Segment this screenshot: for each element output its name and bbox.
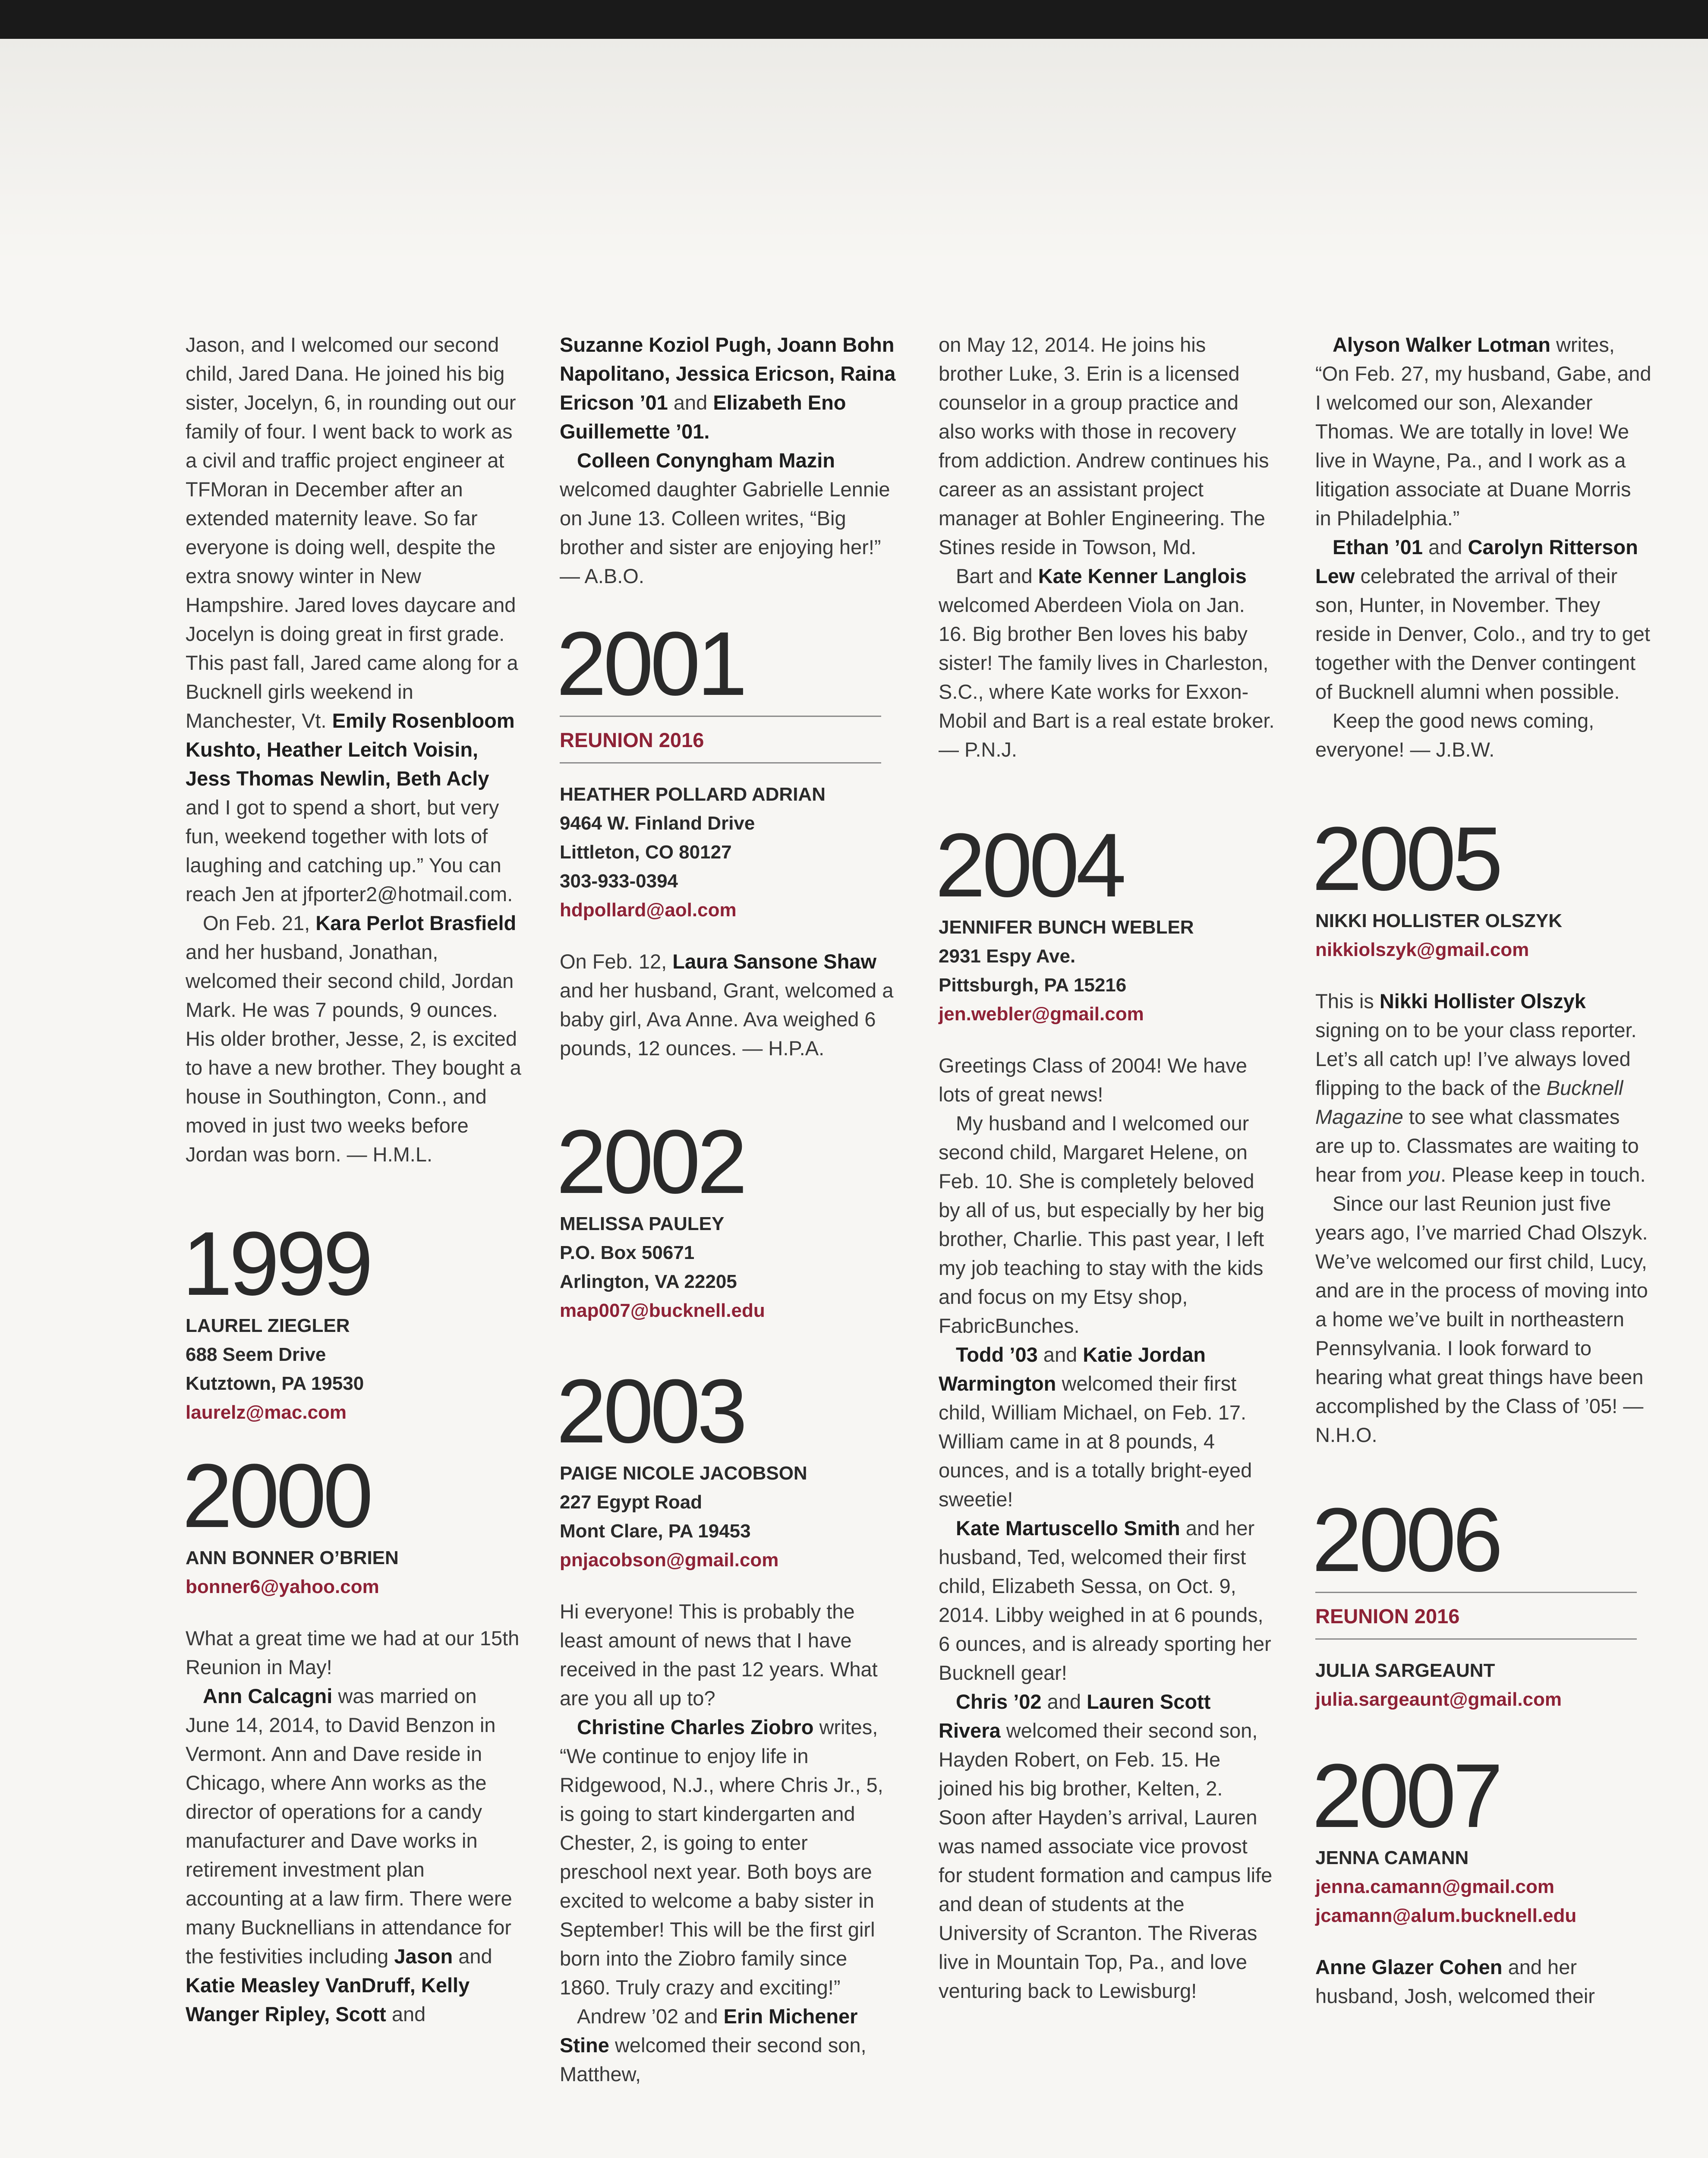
- paragraph: Greetings Class of 2004! We have lots of great news!: [939, 1054, 1247, 1106]
- reporter-name: NIKKI HOLLISTER OLSZYK: [1315, 910, 1562, 931]
- address-line: 227 Egypt Road: [560, 1492, 703, 1513]
- email-link[interactable]: julia.sargeaunt@gmail.com: [1315, 1689, 1562, 1710]
- address-line: Kutztown, PA 19530: [186, 1373, 364, 1394]
- address-line: Mont Clare, PA 19453: [560, 1521, 751, 1542]
- paragraph: On Feb. 12, Laura Sansone Shaw and her husband, Grant, welcomed a baby girl, Ava Anne. Ava weighed 6 pounds, 12 ounces. — H.P.A.: [560, 950, 894, 1060]
- magazine-page: [0, 39, 1708, 2158]
- reporter-name: LAUREL ZIEGLER: [186, 1315, 350, 1336]
- paragraph: Christine Charles Ziobro writes, “We continue to enjoy life in Ridgewood, N.J., where Chris Jr., 5, is going to start kindergarten and Chester, 2, is going to enter preschool next year. Both boys are excited to welcome a baby sister in September! This will be the first girl born into the Ziobro family since 1860. Truly crazy and exciting!”: [560, 1716, 883, 1999]
- reporter-name: JULIA SARGEAUNT: [1315, 1660, 1495, 1681]
- column-2: [556, 330, 896, 2089]
- paragraph: Suzanne Koziol Pugh, Joann Bohn Napolitano, Jessica Ericson, Raina Ericson ’01 and Elizabeth Eno Guillemette ’01.: [560, 333, 896, 443]
- class-reporter-contact: [1315, 906, 1652, 964]
- class-year-heading: 2007: [1312, 1745, 1500, 1846]
- paragraph: Ethan ’01 and Carolyn Ritterson Lew celebrated the arrival of their son, Hunter, in November. They reside in Denver, Colo., and try to get together with the Denver contingent of Bucknell alumni when possible.: [1315, 536, 1650, 703]
- address-line: 9464 W. Finland Drive: [560, 813, 755, 834]
- class-reporter-contact: [560, 780, 896, 924]
- class-year-heading: 2002: [556, 1111, 744, 1212]
- email-link[interactable]: jcamann@alum.bucknell.edu: [1315, 1905, 1577, 1926]
- class-reporter-contact: [186, 1543, 522, 1601]
- phone-number: 303-933-0394: [560, 871, 678, 892]
- class-year-heading: 2004: [935, 814, 1123, 916]
- paragraph: Keep the good news coming, everyone! — J.B.W.: [1315, 709, 1595, 761]
- address-line: P.O. Box 50671: [560, 1242, 695, 1263]
- paragraph: What a great time we had at our 15th Reunion in May!: [186, 1627, 520, 1678]
- paragraph: Jason, and I welcomed our second child, Jared Dana. He joined his big sister, Jocelyn, 6, in rounding out our family of four. I went back to work as a civil and traffic project engineer at TFMoran in December after an extended maternity leave. So far everyone is doing well, despite the extra snowy winter in New Hampshire. Jared loves daycare and Jocelyn is doing great in first grade. This past fall, Jared came along for a Bucknell girls weekend in Manchester, Vt. Emily Rosenbloom Kushto, Heather Leitch Voisin, Jess Thomas Newlin, Beth Acly and I got to spend a short, but very fun, weekend together with lots of laughing and catching up.” You can reach Jen at jfporter2@hotmail.com.: [186, 333, 518, 905]
- reunion-banner: REUNION 2016: [560, 716, 881, 764]
- paragraph: on May 12, 2014. He joins his brother Luke, 3. Erin is a licensed counselor in a group practice and also works with those in recovery from addiction. Andrew continues his career as an assistant project manager at Bohler Engineering. The Stines reside in Towson, Md.: [939, 333, 1269, 558]
- paragraph: Todd ’03 and Katie Jordan Warmington welcomed their first child, William Michael, on Feb. 17. William came in at 8 pounds, 4 ounces, and is a totally bright-eyed sweetie!: [939, 1343, 1252, 1511]
- paragraph: This is Nikki Hollister Olszyk signing on to be your class reporter. Let’s all catch up! I’ve always loved flipping to the back of the Bucknell Magazine to see what classmates are up to. Classmates are waiting to hear from you. Please keep in touch.: [1315, 990, 1646, 1186]
- email-link[interactable]: bonner6@yahoo.com: [186, 1576, 379, 1597]
- reporter-name: MELISSA PAULEY: [560, 1213, 725, 1234]
- paragraph: On Feb. 21, Kara Perlot Brasfield and her husband, Jonathan, welcomed their second child, Jordan Mark. He was 7 pounds, 9 ounces. His older brother, Jesse, 2, is excited to have a new brother. They bought a house in Southington, Conn., and moved in just two weeks before Jordan was born. — H.M.L.: [186, 912, 521, 1166]
- class-year-heading: 2005: [1312, 808, 1500, 909]
- reporter-name: HEATHER POLLARD ADRIAN: [560, 784, 826, 805]
- paragraph: Bart and Kate Kenner Langlois welcomed Aberdeen Viola on Jan. 16. Big brother Ben loves his baby sister! The family lives in Charleston, S.C., where Kate works for ExxonMobil and Bart is a real estate broker. — P.N.J.: [939, 565, 1275, 761]
- email-link[interactable]: pnjacobson@gmail.com: [560, 1549, 779, 1571]
- reporter-name: JENNA CAMANN: [1315, 1847, 1469, 1868]
- email-link[interactable]: nikkiolszyk@gmail.com: [1315, 939, 1529, 960]
- paragraph: Hi everyone! This is probably the least amount of news that I have received in the past 12 years. What are you all up to?: [560, 1600, 878, 1710]
- paragraph: Alyson Walker Lotman writes, “On Feb. 27, my husband, Gabe, and I welcomed our son, Alexander Thomas. We are totally in love! We live in Wayne, Pa., and I work as a litigation associate at Duane Morris in Philadelphia.”: [1315, 333, 1651, 530]
- email-link[interactable]: hdpollard@aol.com: [560, 899, 737, 921]
- email-link[interactable]: jenna.camann@gmail.com: [1315, 1876, 1554, 1897]
- address-line: 2931 Espy Ave.: [939, 946, 1076, 967]
- email-link[interactable]: jen.webler@gmail.com: [939, 1003, 1144, 1025]
- class-reporter-contact: [1315, 1656, 1652, 1714]
- address-line: Arlington, VA 22205: [560, 1271, 737, 1292]
- paragraph: My husband and I welcomed our second child, Margaret Helene, on Feb. 10. She is completely beloved by all of us, but especially by her big brother, Charlie. This past year, I left my job teaching to stay with the kids and focus on my Etsy shop, FabricBunches.: [939, 1112, 1265, 1337]
- address-line: Littleton, CO 80127: [560, 842, 732, 863]
- class-year-heading: 2006: [1312, 1489, 1500, 1590]
- column-3: [935, 330, 1275, 2005]
- email-link[interactable]: map007@bucknell.edu: [560, 1300, 765, 1321]
- class-reporter-contact: [939, 913, 1275, 1029]
- class-reporter-contact: [1315, 1843, 1652, 1930]
- paragraph: Since our last Reunion just five years ago, I’ve married Chad Olszyk. We’ve welcomed our first child, Lucy, and are in the process of moving into a home we’ve built in northeastern Pennsylvania. I look forward to hearing what great things have been accomplished by the Class of ’05! — N.H.O.: [1315, 1192, 1648, 1446]
- class-year-heading: 1999: [182, 1213, 370, 1314]
- paragraph: Kate Martuscello Smith and her husband, Ted, welcomed their first child, Elizabeth Sessa, on Oct. 9, 2014. Libby weighed in at 6 pounds, 6 ounces, and is already sporting her Bucknell gear!: [939, 1517, 1271, 1684]
- column-4: [1312, 330, 1652, 2010]
- paragraph: Colleen Conyngham Mazin welcomed daughter Gabrielle Lennie on June 13. Colleen writes, “Big brother and sister are enjoying her!” — A.B.O.: [560, 449, 890, 587]
- class-reporter-contact: [186, 1311, 522, 1427]
- reporter-name: PAIGE NICOLE JACOBSON: [560, 1463, 807, 1484]
- class-reporter-contact: [560, 1209, 896, 1325]
- paragraph: Ann Calcagni was married on June 14, 2014, to David Benzon in Vermont. Ann and Dave reside in Chicago, where Ann works as the director of operations for a candy manufacturer and Dave works in retirement investment plan accounting at a law firm. There were many Bucknellians in attendance for the festivities including Jason and Katie Measley VanDruff, Kelly Wanger Ripley, Scott and: [186, 1685, 512, 2025]
- paragraph: Chris ’02 and Lauren Scott Rivera welcomed their second son, Hayden Robert, on Feb. 15. He joined his big brother, Kelten, 2. Soon after Hayden’s arrival, Lauren was named associate vice provost for student formation and campus life and dean of students at the University of Scranton. The Riveras live in Mountain Top, Pa., and love venturing back to Lewisburg!: [939, 1690, 1273, 2002]
- reunion-banner: REUNION 2016: [1315, 1592, 1637, 1640]
- email-link[interactable]: laurelz@mac.com: [186, 1402, 347, 1423]
- class-reporter-contact: [560, 1459, 896, 1574]
- paragraph: Anne Glazer Cohen and her husband, Josh, welcomed their: [1315, 1956, 1595, 2007]
- class-year-heading: 2001: [556, 613, 744, 714]
- page-top-shade: [0, 39, 1708, 263]
- reporter-name: ANN BONNER O’BRIEN: [186, 1547, 399, 1568]
- address-line: 688 Seem Drive: [186, 1344, 326, 1365]
- class-year-heading: 2003: [556, 1360, 744, 1462]
- class-year-heading: 2000: [182, 1445, 370, 1546]
- address-line: Pittsburgh, PA 15216: [939, 975, 1127, 996]
- paragraph: Andrew ’02 and Erin Michener Stine welcomed their second son, Matthew,: [560, 2005, 867, 2085]
- reporter-name: JENNIFER BUNCH WEBLER: [939, 917, 1194, 938]
- column-1: [182, 330, 522, 2029]
